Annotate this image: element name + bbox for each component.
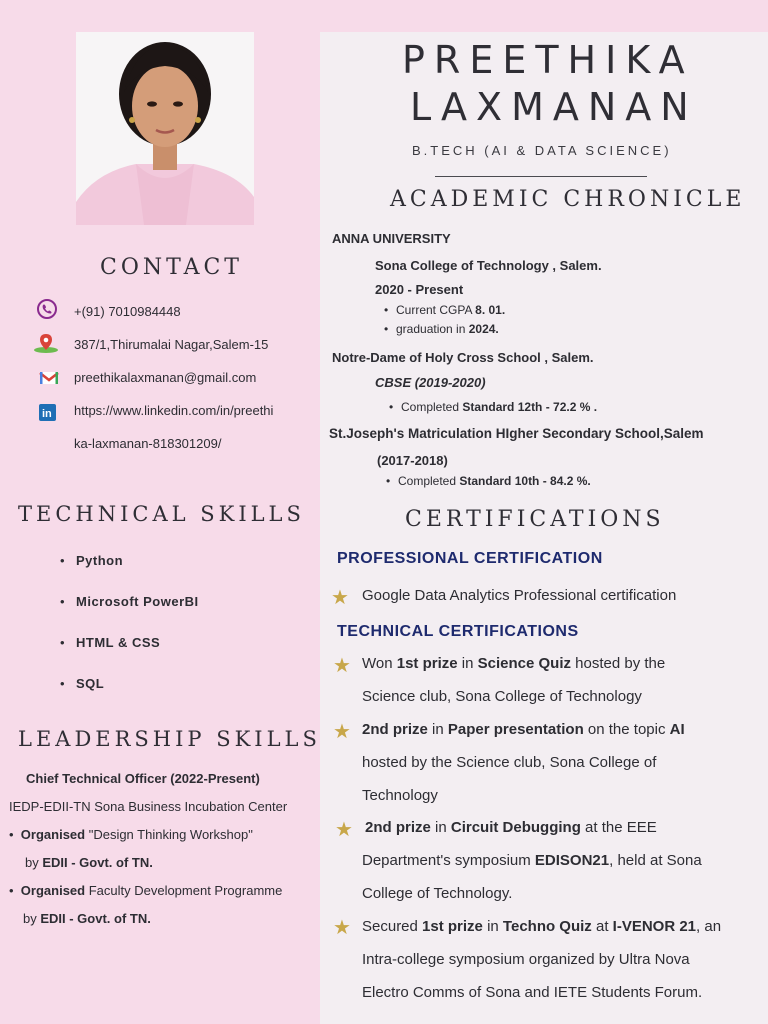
cert-2-line-3: Technology	[362, 787, 438, 804]
bullet: •	[9, 827, 14, 842]
contact-linkedin-line2[interactable]: ka-laxmanan-818301209/	[74, 436, 222, 451]
text: on the topic	[583, 721, 670, 738]
text-bold: 1st prize	[422, 918, 483, 935]
technical-cert-heading: TECHNICAL CERTIFICATIONS	[337, 623, 579, 640]
cert-1-line-2: Science club, Sona College of Technology	[362, 688, 642, 705]
name-divider	[435, 176, 647, 177]
text: at	[591, 918, 613, 935]
cert-4-line-2: Intra-college symposium organized by Ultra Nova	[362, 951, 690, 968]
text: hosted by the	[571, 655, 666, 672]
grad-label: graduation in	[396, 322, 469, 336]
text-bold: I-VENOR 21	[612, 918, 697, 935]
text-bold: Circuit Debugging	[450, 819, 581, 836]
text: in	[427, 721, 448, 738]
svg-text:in: in	[42, 408, 52, 420]
school-1-board: CBSE (2019-2020)	[375, 375, 486, 390]
star-icon: ★	[331, 587, 349, 609]
skill-bullet: •	[60, 594, 65, 609]
cert-3-line-2	[362, 852, 702, 869]
by-org: EDII - Govt. of TN.	[40, 911, 151, 926]
text-bold: 2nd prize	[362, 721, 428, 738]
college: Sona College of Technology , Salem.	[375, 258, 602, 273]
leadership-item-1	[9, 827, 253, 842]
leadership-item-2-by	[23, 911, 151, 926]
by-prefix: by	[25, 855, 43, 870]
contact-linkedin-line1[interactable]: https://www.linkedin.com/in/preethi	[74, 403, 274, 418]
text: at the EEE	[580, 819, 657, 836]
skill-item: SQL	[76, 676, 105, 691]
text: Won	[362, 655, 397, 672]
text: in	[457, 655, 478, 672]
linkedin-icon	[39, 404, 56, 421]
school-2-period: (2017-2018)	[377, 453, 448, 468]
school-2-done: Completed	[398, 474, 460, 488]
star-icon: ★	[333, 721, 351, 743]
text: in	[482, 918, 503, 935]
leadership-item-1-bold: Organised	[20, 827, 86, 842]
text: Secured	[362, 918, 423, 935]
school-2-result-line	[398, 474, 591, 488]
text-bold: AI	[669, 721, 685, 738]
leadership-item-2	[9, 883, 282, 898]
school-1-result-line	[401, 400, 597, 414]
school-2: St.Joseph's Matriculation HIgher Secondary School,Salem	[329, 426, 704, 441]
leadership-item-2-text: Faculty Development Programme	[85, 883, 283, 898]
bullet: •	[9, 883, 14, 898]
skill-bullet: •	[60, 553, 65, 568]
leadership-org: IEDP-EDII-TN Sona Business Incubation Center	[9, 799, 288, 814]
text-bold: EDISON21	[534, 852, 610, 869]
certifications-title: CERTIFICATIONS	[405, 507, 665, 532]
skill-item: Python	[76, 553, 124, 568]
contact-address: 387/1,Thirumalai Nagar,Salem-15	[74, 337, 269, 352]
text: Department's symposium	[362, 852, 535, 869]
leadership-item-2-bold: Organised	[20, 883, 86, 898]
first-name: PREETHIKA	[402, 38, 694, 82]
leadership-skills-title: LEADERSHIP SKILLS	[18, 727, 321, 751]
skill-bullet: •	[60, 676, 65, 691]
last-name: LAXMANAN	[410, 85, 698, 129]
skill-item: HTML & CSS	[76, 635, 161, 650]
professional-cert-item: Google Data Analytics Professional certification	[362, 587, 677, 604]
leadership-item-1-text: "Design Thinking Workshop"	[85, 827, 253, 842]
school-1: Notre-Dame of Holy Cross School , Salem.	[332, 350, 594, 365]
text-bold: 2nd prize	[365, 819, 431, 836]
star-icon: ★	[333, 917, 351, 939]
skill-item: Microsoft PowerBI	[76, 594, 199, 609]
by-prefix: by	[23, 911, 41, 926]
cert-2-line-1	[362, 721, 685, 738]
contact-email[interactable]: preethikalaxmanan@gmail.com	[74, 370, 257, 385]
text-bold: 1st prize	[396, 655, 458, 672]
grad-year: 2024.	[468, 322, 499, 336]
school-2-result: Standard 10th - 84.2 %.	[459, 474, 591, 488]
professional-cert-heading: PROFESSIONAL CERTIFICATION	[337, 550, 603, 567]
college-period: 2020 - Present	[375, 282, 464, 297]
leadership-item-1-by	[25, 855, 153, 870]
location-pin-icon	[32, 332, 60, 354]
text: in	[430, 819, 451, 836]
cert-4-line-3: Electro Comms of Sona and IETE Students Forum.	[362, 984, 703, 1001]
school-1-done: Completed	[401, 400, 463, 414]
phone-icon	[36, 298, 58, 320]
text: , held at Sona	[609, 852, 702, 869]
gmail-icon	[38, 369, 60, 387]
star-icon: ★	[335, 819, 353, 841]
text: , an	[696, 918, 722, 935]
cert-3-line-1	[365, 819, 657, 836]
contact-title: CONTACT	[100, 255, 243, 280]
star-icon: ★	[333, 655, 351, 677]
graduation-line	[396, 322, 499, 336]
contact-phone: +(91) 7010984448	[74, 304, 181, 319]
by-org: EDII - Govt. of TN.	[42, 855, 153, 870]
text-bold: Paper presentation	[447, 721, 584, 738]
cert-4-line-1	[362, 918, 721, 935]
leadership-role: Chief Technical Officer (2022-Present)	[26, 771, 260, 786]
school-1-result: Standard 12th - 72.2 % .	[462, 400, 598, 414]
text-bold: Techno Quiz	[502, 918, 592, 935]
technical-skills-title: TECHNICAL SKILLS	[18, 502, 305, 526]
cert-2-line-2: hosted by the Science club, Sona College of	[362, 754, 657, 771]
cgpa-value: 8. 01.	[475, 303, 506, 317]
degree: B.TECH (AI & DATA SCIENCE)	[412, 143, 672, 158]
skill-bullet: •	[60, 635, 65, 650]
profile-photo	[76, 32, 254, 225]
cert-3-line-3: College of Technology.	[362, 885, 513, 902]
text-bold: Science Quiz	[477, 655, 571, 672]
cert-1-line-1	[362, 655, 665, 672]
cgpa-label: Current CGPA	[396, 303, 476, 317]
cgpa-line	[396, 303, 505, 317]
academic-title: ACADEMIC CHRONICLE	[390, 187, 746, 212]
university: ANNA UNIVERSITY	[332, 231, 451, 246]
